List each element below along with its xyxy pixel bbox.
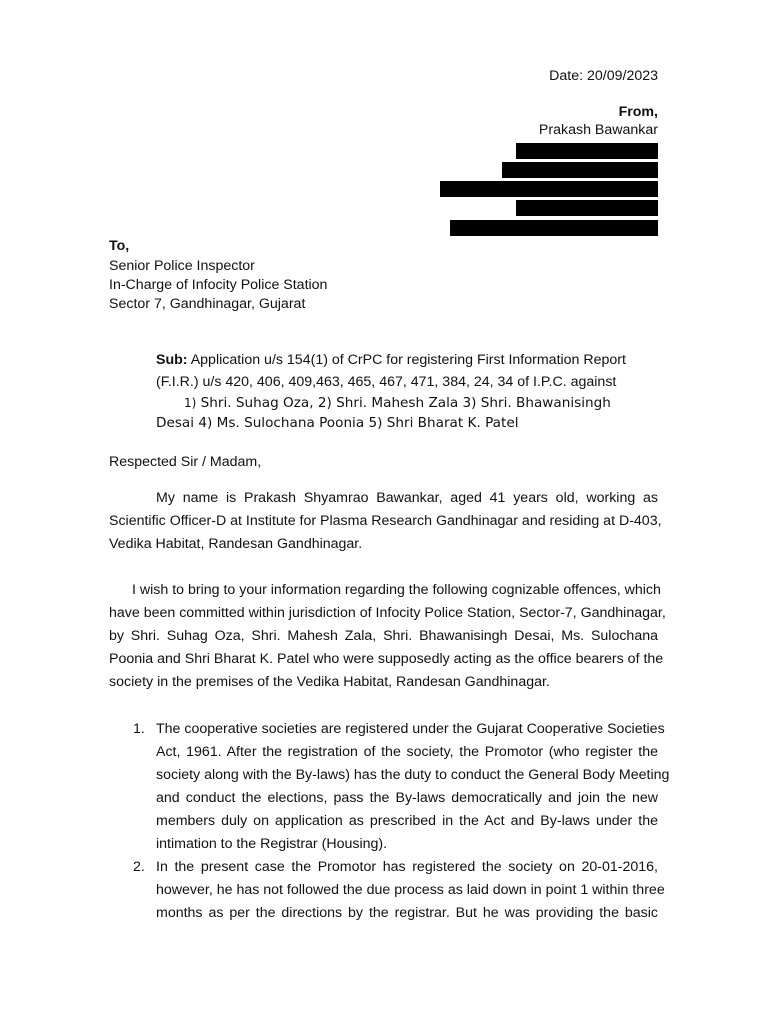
list-item-line: In the present case the Promotor has registered the society on 20-01-2016, (156, 859, 658, 875)
list-item-line: Act, 1961. After the registration of the society, the Promotor (who register the (156, 744, 658, 760)
redacted-address-line-2 (502, 162, 658, 178)
from-label: From, (618, 104, 658, 120)
subject-names-text: Shri. Suhag Oza, 2) Shri. Mahesh Zala 3) Shri. Bhawanisingh (200, 395, 611, 411)
paragraph-line: Scientific Officer-D at Institute for Plasma Research Gandhinagar and residing at D-403, (109, 513, 662, 529)
from-name: Prakash Bawankar (538, 122, 658, 138)
subject-names-line-2: Desai 4) Ms. Sulochana Poonia 5) Shri Bharat K. Patel (156, 415, 519, 431)
paragraph-line: I wish to bring to your information regarding the following cognizable offences, which (132, 582, 661, 598)
paragraph-line: by Shri. Suhag Oza, Shri. Mahesh Zala, Shri. Bhawanisingh Desai, Ms. Sulochana (109, 628, 658, 644)
paragraph-line: Vedika Habitat, Randesan Gandhinagar. (109, 536, 363, 552)
paragraph-offences (109, 579, 666, 694)
list-item-line: members duly on application as prescribed in the Act and By-laws under the (156, 813, 658, 829)
paragraph-line: have been committed within jurisdiction of Infocity Police Station, Sector-7, Gandhinagar, (109, 605, 666, 621)
list-item (109, 856, 665, 925)
recipient-line: Senior Police Inspector (109, 258, 255, 274)
to-label: To, (109, 238, 130, 254)
subject-line-1 (156, 349, 660, 371)
redacted-address-line-4 (516, 200, 658, 216)
paragraph-line: My name is Prakash Shyamrao Bawankar, aged 41 years old, working as (156, 490, 658, 506)
subject-label: Sub: (156, 352, 188, 368)
paragraph-line: Poonia and Shri Bharat K. Patel who were supposedly acting as the office bearers of the (109, 651, 664, 667)
redacted-address-line-3 (440, 181, 658, 197)
subject-names-line-1 (156, 393, 660, 413)
subject-block (156, 349, 660, 433)
salutation: Respected Sir / Madam, (109, 454, 262, 470)
list-item-line: intimation to the Registrar (Housing). (156, 836, 388, 852)
redacted-address-line-1 (516, 143, 658, 159)
list-item-line: however, he has not followed the due process as laid down in point 1 within three (156, 882, 665, 898)
date-line: Date: 20/09/2023 (549, 68, 658, 84)
numbered-points (109, 718, 670, 925)
subject-text: Application u/s 154(1) of CrPC for registering First Information Report (190, 352, 626, 368)
list-item-line: months as per the directions by the registrar. But he was providing the basic (156, 905, 658, 921)
list-item-number: 2. (133, 859, 145, 875)
subject-line-2: (F.I.R.) u/s 420, 406, 409,463, 465, 467, 471, 384, 24, 34 of I.P.C. against (156, 374, 617, 390)
paragraph-introduction (109, 487, 662, 556)
redacted-address-line-5 (450, 220, 658, 236)
list-item-line: and conduct the elections, pass the By-laws democratically and join the new (156, 790, 658, 806)
list-item-line: The cooperative societies are registered under the Gujarat Cooperative Societies (156, 721, 665, 737)
recipient-line: Sector 7, Gandhinagar, Gujarat (109, 296, 306, 312)
paragraph-line: society in the premises of the Vedika Habitat, Randesan Gandhinagar. (109, 674, 550, 690)
subject-names-prefix: 1) (184, 396, 197, 410)
recipient-line: In-Charge of Infocity Police Station (109, 277, 328, 293)
list-item-line: society along with the By-laws) has the duty to conduct the General Body Meeting (156, 767, 670, 783)
list-item-number: 1. (133, 721, 145, 737)
list-item (109, 718, 670, 856)
